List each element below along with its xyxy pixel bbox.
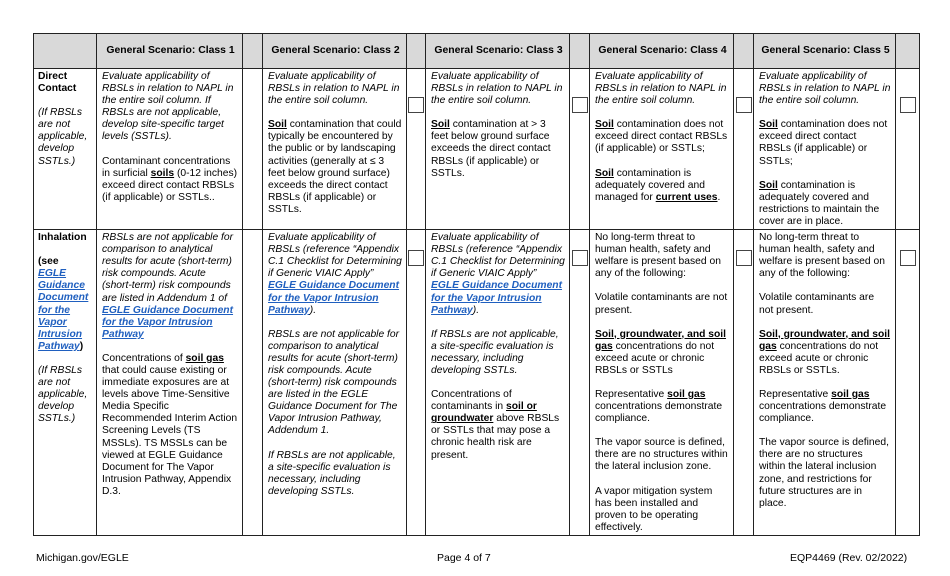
cell-text: Concentrations of soil gas that could cause existing or immediate exposures are at levels above Time-Sensitive Media Specific Recommended Interim Action Screening Levels (TS MSSLs). TS MSSLs can be viewed at EGLE Guidance Document for The Vapor Intrusion Pathway, Appendix D.3.: [102, 352, 238, 497]
cell-inh-class-3: [426, 230, 570, 536]
cell-text: The vapor source is defined, there are no structures within the lateral inclusion zone.: [595, 437, 728, 473]
cell-text: If RBSLs are not applicable, a site-specific evaluation is necessary, including developing SSTLs.: [431, 328, 559, 376]
cell-text: No long-term threat to human health, safety and welfare is present based on any of the following:: [759, 232, 885, 280]
cell-text: Soil, groundwater, and soil gas concentrations do not exceed acute or chronic RBSLs or SSTLs: [595, 328, 727, 376]
header-checkbox-spacer: [407, 34, 426, 69]
cell-text: Soil contamination that could typically be encountered by the public or by landscaping activities (generally at ≤ 3 feet below ground surface) exceeds the direct contact RBSLs (if applicable) or SSTLs.: [268, 119, 402, 215]
footer-website: Michigan.gov/EGLE: [36, 552, 129, 564]
cell-text: Soil contamination is adequately covered and managed for current uses.: [595, 167, 721, 203]
row-title: Direct: [38, 71, 68, 82]
cell-dc-class-2: [263, 69, 407, 230]
cell-text: Volatile contaminants are not present.: [595, 292, 728, 316]
cell-text: Soil contamination does not exceed direct contact RBSLs (if applicable) or SSTLs;: [759, 119, 888, 167]
guidance-link[interactable]: EGLE Guidance Document for the Vapor Intrusion Pathway: [431, 280, 563, 316]
cell-dc-class-1: [97, 69, 243, 230]
cell-text: Contaminant concentrations in surficial soils (0-12 inches) exceed direct contact RBSLs (if applicable) or SSTLs..: [102, 155, 238, 203]
header-class-3: General Scenario: Class 3: [426, 34, 570, 69]
header-checkbox-spacer: [734, 34, 754, 69]
footer-form-number: EQP4469 (Rev. 02/2022): [790, 552, 908, 564]
checkbox-cell: [570, 69, 590, 230]
class-5-checkbox[interactable]: [900, 97, 916, 113]
cell-text: Soil contamination is adequately covered and restrictions to maintain the cover are in place.: [759, 179, 880, 227]
class-3-checkbox[interactable]: [572, 97, 588, 113]
row-title: Contact: [38, 83, 77, 95]
scenario-table: [33, 33, 920, 536]
class-4-checkbox[interactable]: [736, 97, 752, 113]
cell-text: RBSLs are not applicable for comparison to analytical results for acute (short-term) risk compounds. Acute (short-term) risk compounds are listed in the EGLE Guidance Document for The Vapor Intrusion Pathway, Addendum 1.: [268, 328, 400, 437]
checkbox-cell: [243, 230, 263, 536]
checkbox-cell: [570, 230, 590, 536]
row-note: (If RBSLs are not applicable, develop SSTLs.): [38, 364, 88, 425]
row-head-direct-contact: [34, 69, 97, 230]
cell-inh-class-5: [754, 230, 896, 536]
cell-text: No long-term threat to human health, safety and welfare is present based on any of the following:: [595, 232, 721, 280]
header-class-5: General Scenario: Class 5: [754, 34, 896, 69]
cell-text: RBSLs are not applicable for comparison to analytical results for acute (short-term) risk compounds. Acute (short-term) risk compounds are listed in Addendum 1 of EGLE Guidance Document for the Vapor Intrusion Pathway: [102, 232, 234, 340]
cell-text: Evaluate applicability of RBSLs in relation to NAPL in the entire soil column.: [595, 71, 727, 107]
cell-text: Evaluate applicability of RBSLs (reference “Appendix C.1 Checklist for Determining if Generic VIAIC Apply” EGLE Guidance Document for the Vapor Intrusion Pathway).: [268, 232, 402, 316]
checkbox-cell: [734, 69, 754, 230]
header-checkbox-spacer: [896, 34, 920, 69]
cell-text: Soil, groundwater, and soil gas concentrations do not exceed acute or chronic RBSLs or SSTLs.: [759, 328, 891, 376]
class-2-checkbox[interactable]: [408, 97, 424, 113]
checkbox-cell: [734, 230, 754, 536]
row-direct-contact: [34, 69, 920, 230]
checkbox-cell: [896, 69, 920, 230]
cell-text: Soil contamination at > 3 feet below ground surface exceeds the direct contact RBSLs (if applicable) or SSTLs.: [431, 119, 551, 179]
row-title: Inhalation: [38, 232, 87, 244]
cell-text: Representative soil gas concentrations demonstrate compliance.: [759, 388, 887, 425]
row-head-inhalation: [34, 230, 97, 536]
cell-text: The vapor source is defined, there are no structures within the lateral inclusion zone, and restrictions for future structures are in place.: [759, 437, 889, 509]
cell-inh-class-4: [590, 230, 734, 536]
cell-text: Volatile contaminants are not present.: [759, 292, 875, 316]
footer-page-number: Page 4 of 7: [437, 552, 491, 564]
checkbox-cell: [896, 230, 920, 536]
cell-text: Evaluate applicability of RBSLs in relation to NAPL in the entire soil column.: [268, 71, 400, 107]
row-reference: (see EGLE Guidance Document for the Vapor Intrusion Pathway): [38, 256, 89, 352]
cell-text: If RBSLs are not applicable, a site-specific evaluation is necessary, including developing SSTLs.: [268, 449, 396, 497]
cell-text: Concentrations of contaminants in soil or groundwater above RBSLs or SSTLs that may pose a chronic health risk are present.: [431, 389, 560, 461]
guidance-link[interactable]: EGLE Guidance Document for the Vapor Intrusion Pathway: [268, 280, 400, 316]
class-2-checkbox[interactable]: [408, 250, 424, 266]
header-checkbox-spacer: [243, 34, 263, 69]
row-note: (If RBSLs are not applicable, develop SSTLs.): [38, 107, 88, 167]
header-checkbox-spacer: [570, 34, 590, 69]
cell-text: Soil contamination does not exceed direct contact RBSLs (if applicable) or SSTLs;: [595, 119, 728, 155]
cell-text: A vapor mitigation system has been installed and proven to be operating effectively.: [595, 485, 713, 533]
class-5-checkbox[interactable]: [900, 250, 916, 266]
class-3-checkbox[interactable]: [572, 250, 588, 266]
header-class-1: General Scenario: Class 1: [97, 34, 243, 69]
cell-dc-class-5: [754, 69, 896, 230]
checkbox-cell: [407, 69, 426, 230]
cell-dc-class-3: [426, 69, 570, 230]
header-blank: [34, 34, 97, 69]
header-class-4: General Scenario: Class 4: [590, 34, 734, 69]
header-class-2: General Scenario: Class 2: [263, 34, 407, 69]
row-inhalation: [34, 230, 920, 536]
header-row: [34, 34, 920, 69]
checkbox-cell: [407, 230, 426, 536]
cell-text: Evaluate applicability of RBSLs (reference “Appendix C.1 Checklist for Determining if Generic VIAIC Apply” EGLE Guidance Document for the Vapor Intrusion Pathway).: [431, 232, 565, 316]
cell-text: Representative soil gas concentrations demonstrate compliance.: [595, 388, 723, 425]
cell-inh-class-1: [97, 230, 243, 536]
checkbox-cell: [243, 69, 263, 230]
class-4-checkbox[interactable]: [736, 250, 752, 266]
cell-dc-class-4: [590, 69, 734, 230]
cell-text: Evaluate applicability of RBSLs in relation to NAPL in the entire soil column. If RBSLs are not applicable, develop site-specific target levels (SSTLs).: [102, 71, 234, 143]
cell-inh-class-2: [263, 230, 407, 536]
cell-text: Evaluate applicability of RBSLs in relation to NAPL in the entire soil column.: [431, 71, 563, 107]
guidance-link[interactable]: EGLE Guidance Document for the Vapor Intrusion Pathway: [102, 304, 234, 340]
cell-text: Evaluate applicability of RBSLs in relation to NAPL in the entire soil column.: [759, 71, 891, 107]
vapor-intrusion-guidance-link[interactable]: EGLE Guidance Document for the Vapor Intrusion Pathway: [38, 268, 89, 352]
